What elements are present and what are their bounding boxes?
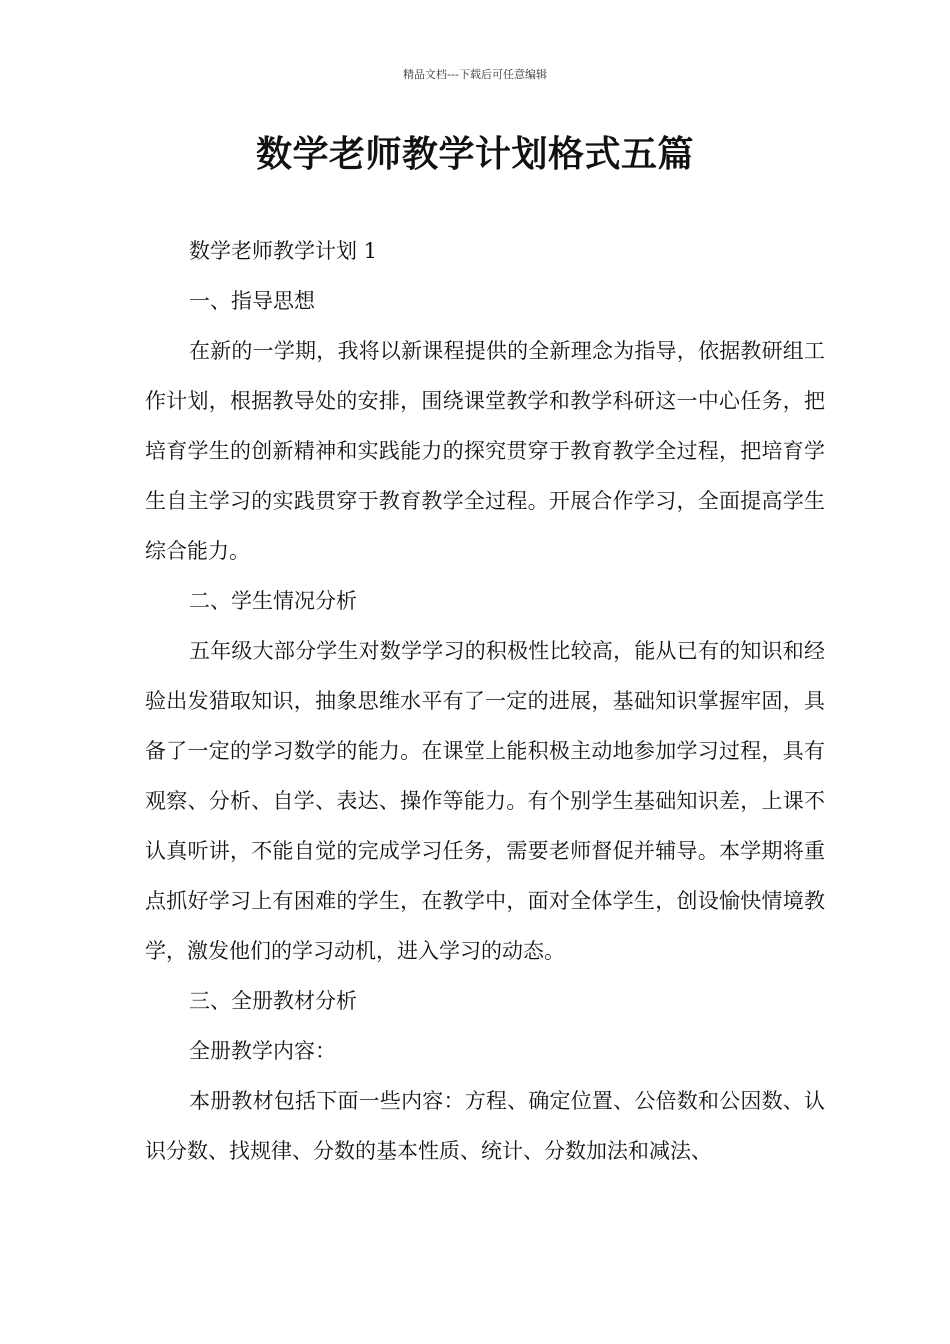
document-body	[145, 226, 825, 1176]
section-heading-3: 三、全册教材分析	[189, 989, 357, 1013]
section-heading-1: 一、指导思想	[189, 289, 315, 313]
section-subtitle: 数学老师教学计划 1	[189, 239, 378, 263]
section-heading-2: 二、学生情况分析	[189, 589, 357, 613]
paragraph-content-label: 全册教学内容：	[189, 1039, 336, 1063]
paragraph-guiding-ideology: 在新的一学期，我将以新课程提供的全新理念为指导，依据教研组工作计划，根据教导处的安排，围绕课堂教学和教学科研这一中心任务，把培育学生的创新精神和实践能力的探究贯穿于教育教学全过程，把培育学生自主学习的实践贯穿于教育教学全过程。开展合作学习，全面提高学生综合能力。	[145, 339, 825, 563]
paragraph-textbook-content: 本册教材包括下面一些内容：方程、确定位置、公倍数和公因数、认识分数、找规律、分数的基本性质、统计、分数加法和减法、	[145, 1089, 825, 1163]
document-title: 数学老师教学计划格式五篇	[255, 134, 694, 175]
header-note: 精品文档---下载后可任意编辑	[403, 68, 547, 81]
paragraph-student-analysis: 五年级大部分学生对数学学习的积极性比较高，能从已有的知识和经验出发猎取知识，抽象思维水平有了一定的进展，基础知识掌握牢固，具备了一定的学习数学的能力。在课堂上能积极主动地参加学习过程，具有观察、分析、自学、表达、操作等能力。有个别学生基础知识差，上课不认真听讲，不能自觉的完成学习任务，需要老师督促并辅导。本学期将重点抓好学习上有困难的学生，在教学中，面对全体学生，创设愉快情境教学，激发他们的学习动机，进入学习的动态。	[145, 639, 825, 963]
